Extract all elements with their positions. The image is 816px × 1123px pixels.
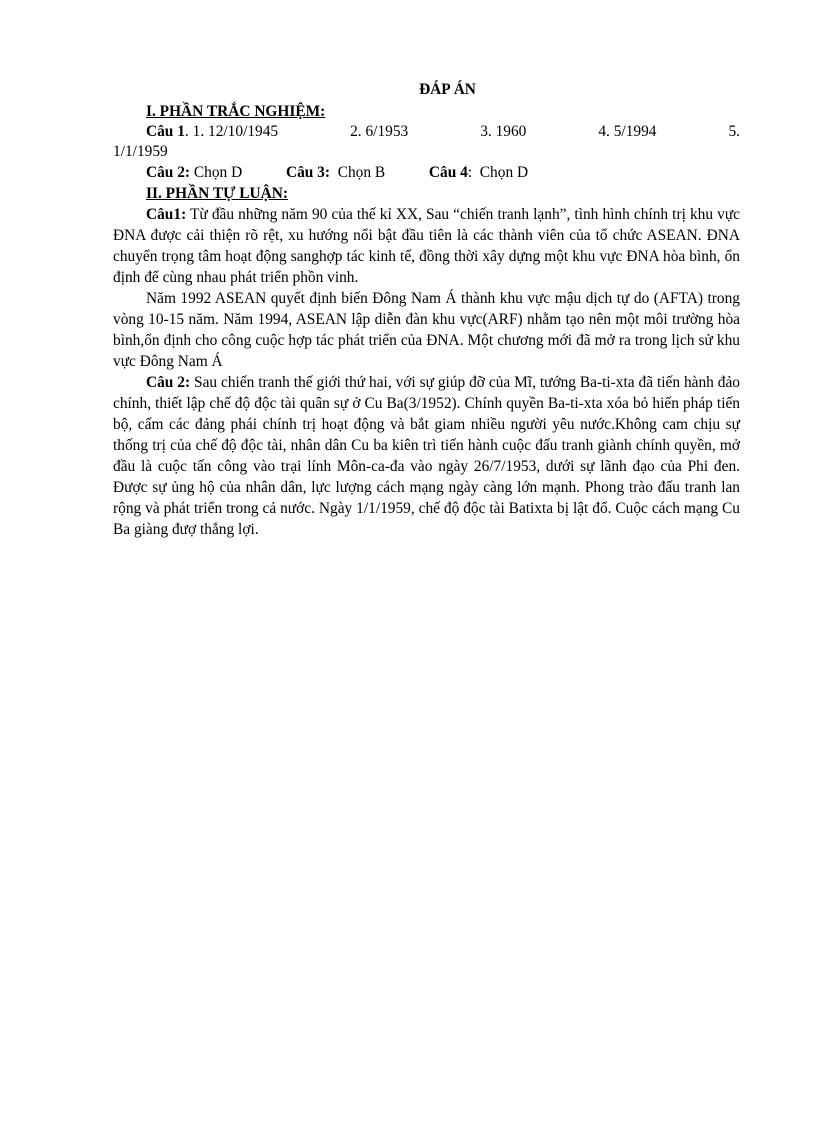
question-2-answer: Chọn D xyxy=(193,164,243,181)
question-3-answer: Chọn B xyxy=(337,164,386,181)
document-page xyxy=(113,80,740,540)
question-1-label: Câu 1 xyxy=(146,123,185,140)
question-3-label: Câu 3: xyxy=(285,164,330,181)
question-1-first: Câu 1. 1. 12/10/1945 xyxy=(146,123,279,140)
questions-2-4-row: Câu 2: Chọn D Câu 3: Chọn B Câu 4: Chọn D xyxy=(146,164,529,181)
essay-answer-2-paragraph xyxy=(113,372,740,540)
section-heading-essay: II. PHẦN TỰ LUẬN: xyxy=(146,185,288,202)
essay-question-2-label: Câu 2: xyxy=(146,374,191,391)
page-title: ĐÁP ÁN xyxy=(419,81,476,98)
question-2-label: Câu 2: xyxy=(146,164,191,181)
question-1-overflow: 1/1/1959 xyxy=(113,143,168,160)
question-1-item: 2. 6/1953 xyxy=(350,123,409,140)
question-1-item: 1. 12/10/1945 xyxy=(192,123,279,140)
essay-answer-2-text: Sau chiến tranh thế giới thứ hai, với sự giúp đỡ của Mĩ, tướng Ba-ti-xta đã tiến hành đảo chính, thiết lập chế độ độc tài quân sự ở Cu Ba(3/1952). Chính quyền Ba-ti-xta xóa bỏ hiến pháp tiến bộ, cấm các đảng phái chính trị hoạt động và bắt giam nhiều người yêu nước.Không cam chịu sự thống trị của chế độ độc tài, nhân dân Cu ba kiên trì tiến hành cuộc đấu tranh giành chính quyền, mở đầu là cuộc tấn công vào trại lính Môn-ca-đa vào ngày 26/7/1953, dưới sự lãnh đạo của Phi đen. Được sự ủng hộ của nhân dân, lực lượng cách mạng ngày càng lớn mạnh. Phong trào đấu tranh lan rộng và phát triển trong cả nước. Ngày 1/1/1959, chế độ độc tài Batixta bị lật đổ. Cuộc cách mạng Cu Ba giàng đượ thắng lợi. xyxy=(113,374,740,538)
question-1-item: 4. 5/1994 xyxy=(598,123,657,140)
question-1-item: 5. xyxy=(728,123,740,140)
question-1-row xyxy=(113,122,740,142)
question-1-item: 3. 1960 xyxy=(480,123,527,140)
essay-answer-1-text: Từ đầu những năm 90 của thế kỉ XX, Sau “chiến tranh lạnh”, tình hình chính trị khu vực ĐNA được cải thiện rõ rệt, xu hướng nổi bật đầu tiên là các thành viên của tổ chức ASEAN. ĐNA chuyển trọng tâm hoạt động sanghợp tác kinh tế, đồng thời xây dựng một khu vực ĐNA hòa bình, ổn định để cùng nhau phát triển phồn vinh. xyxy=(113,206,740,286)
essay-answer-1-paragraph-2: Năm 1992 ASEAN quyết định biến Đông Nam Á thành khu vực mậu dịch tự do (AFTA) trong vòng 10-15 năm. Năm 1994, ASEAN lập diễn đàn khu vực(ARF) nhằm tạo nên một môi trường hòa bình,ổn định cho công cuộc hợp tác phát triển của ĐNA. Một chương mới đã mở ra trong lịch sử khu vực Đông Nam Á xyxy=(113,290,740,370)
section-heading-multiple-choice: I. PHẦN TRẮC NGHIỆM: xyxy=(146,103,326,120)
question-4-answer: Chọn D xyxy=(479,164,529,181)
question-4-label: Câu 4 xyxy=(428,164,468,181)
essay-question-1-label: Câu1: xyxy=(146,206,187,223)
essay-answer-1-paragraph-1 xyxy=(113,204,740,288)
